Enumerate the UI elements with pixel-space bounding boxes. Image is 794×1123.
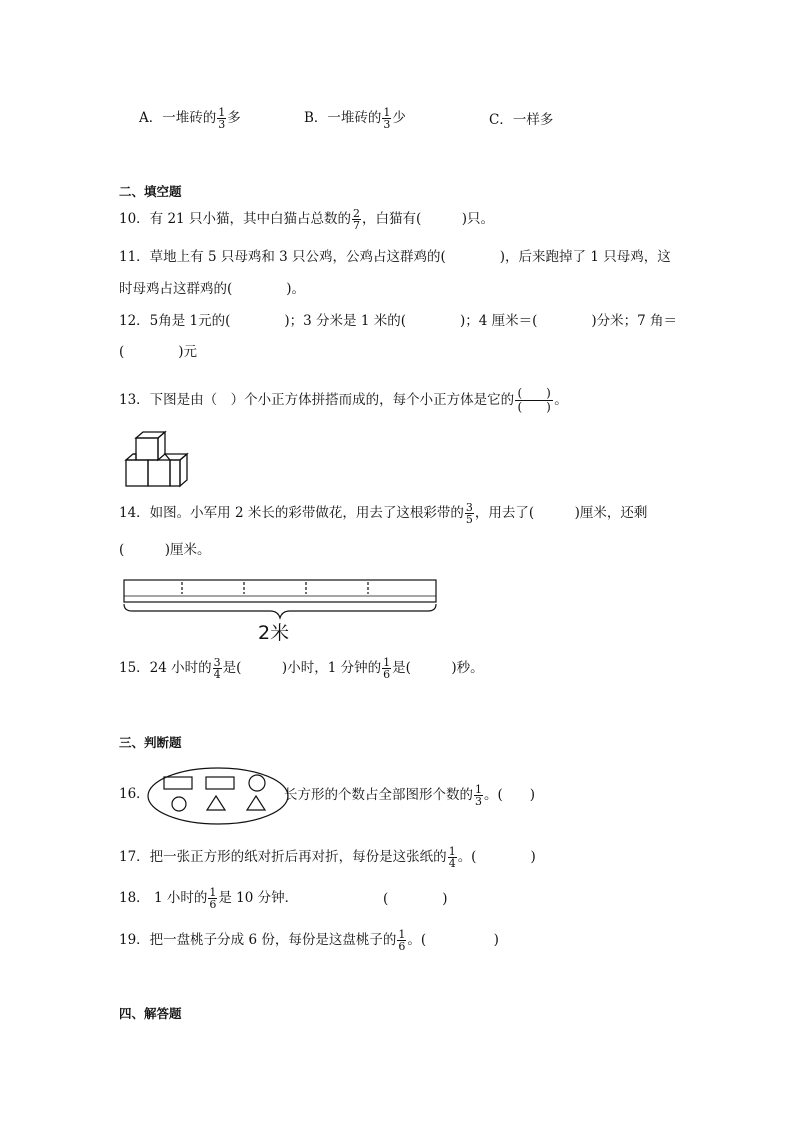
triangle-shape (207, 796, 225, 810)
question-15 (119, 657, 484, 680)
q14-text: 14．如图。小军用 2 米长的彩带做花，用去了这根彩带的 (119, 505, 464, 521)
question-16-number: 16． (119, 786, 150, 802)
cube-front-face (126, 460, 148, 486)
cube-side-face (158, 432, 165, 460)
section-heading-fill-blank: 二、填空题 (119, 184, 182, 199)
question-11-line1: 11．草地上有 5 只母鸡和 3 只公鸡，公鸡占这群鸡的( )，后来跑掉了 1 只母鸡，这 (119, 249, 671, 265)
question-10 (119, 208, 494, 231)
fraction-numerator: 3 (465, 501, 473, 514)
q15-fraction-2 (382, 657, 391, 680)
fraction-denominator: 4 (213, 668, 221, 681)
question-14 (119, 502, 647, 525)
question-18-answer-paren: ( ) (383, 891, 448, 907)
circle-shape (172, 797, 186, 811)
q14-fraction (465, 502, 474, 525)
fraction-numerator: 1 (383, 656, 391, 669)
fraction-denominator: 6 (383, 668, 391, 681)
q18-fraction (208, 887, 217, 910)
fraction-numerator: 1 (218, 106, 226, 119)
triangle-shape (247, 796, 265, 810)
option-b-text: B．一堆砖的 (304, 110, 382, 126)
fraction-numerator: 1 (398, 928, 406, 941)
question-16 (284, 784, 535, 807)
q18-text: 18． 1 小时的 (119, 890, 208, 906)
rectangle-shape (164, 777, 192, 789)
fraction-numerator: 1 (475, 783, 482, 796)
option-c: C．一样多 (489, 112, 554, 128)
q10-suffix: ，白猫有( )只。 (361, 211, 494, 227)
fraction-denominator: 3 (218, 118, 226, 131)
q13-text: 13．下图是由（ ）个小正方体拼搭而成的，每个小正方体是它的 (119, 392, 515, 408)
q17-fraction (448, 846, 457, 869)
q15-text: 15．24 小时的 (119, 660, 212, 676)
circle-shape (249, 775, 265, 791)
fraction-denominator: 3 (383, 118, 391, 131)
fraction-numerator-blank: ( ) (517, 386, 551, 400)
q16-fraction (474, 784, 483, 807)
q15-suffix: 是( )秒。 (392, 660, 484, 676)
option-a (139, 106, 241, 130)
shapes-ellipse-diagram (146, 766, 291, 826)
rectangle-shape (206, 777, 234, 789)
q19-fraction (397, 929, 406, 952)
section-heading-true-false: 三、判断题 (119, 735, 182, 750)
fraction-denominator: 7 (352, 219, 360, 232)
question-12-line1: 12．5角是 1元的( )；3 分米是 1 米的( )；4 厘米＝( )分米；7 角＝ (119, 313, 678, 329)
q10-text: 10．有 21 只小猫，其中白猫占总数的 (119, 211, 351, 227)
cubes-diagram (122, 430, 192, 490)
fraction-numerator: 1 (209, 886, 217, 899)
q13-suffix: 。 (554, 392, 568, 408)
fraction-numerator: 2 (352, 207, 360, 220)
q16-text: 长方形的个数占全部图形个数的 (284, 787, 473, 803)
question-18 (119, 887, 298, 910)
q10-fraction (352, 208, 361, 231)
q17-text: 17．把一张正方形的纸对折后再对折，每份是这张纸的 (119, 849, 447, 865)
cube-front-face (136, 438, 158, 460)
cube-side-face (180, 454, 187, 486)
ribbon-length-label: 2米 (258, 622, 290, 644)
q18-suffix: 是 10 分钟． (218, 890, 299, 906)
q15-middle-text: 是( )小时，1 分钟的 (222, 660, 382, 676)
fraction-numerator: 1 (383, 106, 391, 119)
q13-fraction-blank (515, 387, 553, 414)
option-b-fraction (382, 107, 391, 130)
option-b-suffix: 少 (392, 110, 406, 126)
fraction-denominator: 6 (209, 898, 217, 911)
q15-fraction-1 (213, 657, 222, 680)
question-17 (119, 846, 536, 869)
q19-suffix: 。( ) (407, 932, 499, 948)
fraction-denominator: 5 (465, 513, 473, 526)
fraction-denominator-blank: ( ) (515, 400, 553, 414)
q19-text: 19．把一盘桃子分成 6 份，每份是这盘桃子的 (119, 932, 397, 948)
question-13 (119, 387, 568, 414)
cube-front-face (148, 460, 170, 486)
q14-suffix: ，用去了( )厘米，还剩 (474, 505, 648, 521)
question-19 (119, 929, 499, 952)
ribbon-bar (124, 580, 436, 602)
ribbon-brace (124, 604, 436, 618)
fraction-numerator: 3 (213, 656, 221, 669)
section-heading-answer: 四、解答题 (119, 1006, 182, 1021)
question-12-line2: ( )元 (119, 344, 198, 360)
q16-suffix: 。( ) (484, 787, 536, 803)
option-a-fraction (217, 107, 226, 130)
question-14-line2: ( )厘米。 (119, 542, 211, 558)
option-a-text: A．一堆砖的 (139, 110, 217, 126)
q17-suffix: 。( ) (457, 849, 536, 865)
question-11-line2: 时母鸡占这群鸡的( )。 (119, 281, 306, 297)
option-b (304, 106, 406, 130)
fraction-denominator: 6 (398, 940, 406, 953)
fraction-denominator: 4 (448, 857, 456, 870)
fraction-numerator: 1 (448, 845, 456, 858)
option-a-suffix: 多 (227, 110, 241, 126)
fraction-denominator: 3 (475, 795, 482, 808)
